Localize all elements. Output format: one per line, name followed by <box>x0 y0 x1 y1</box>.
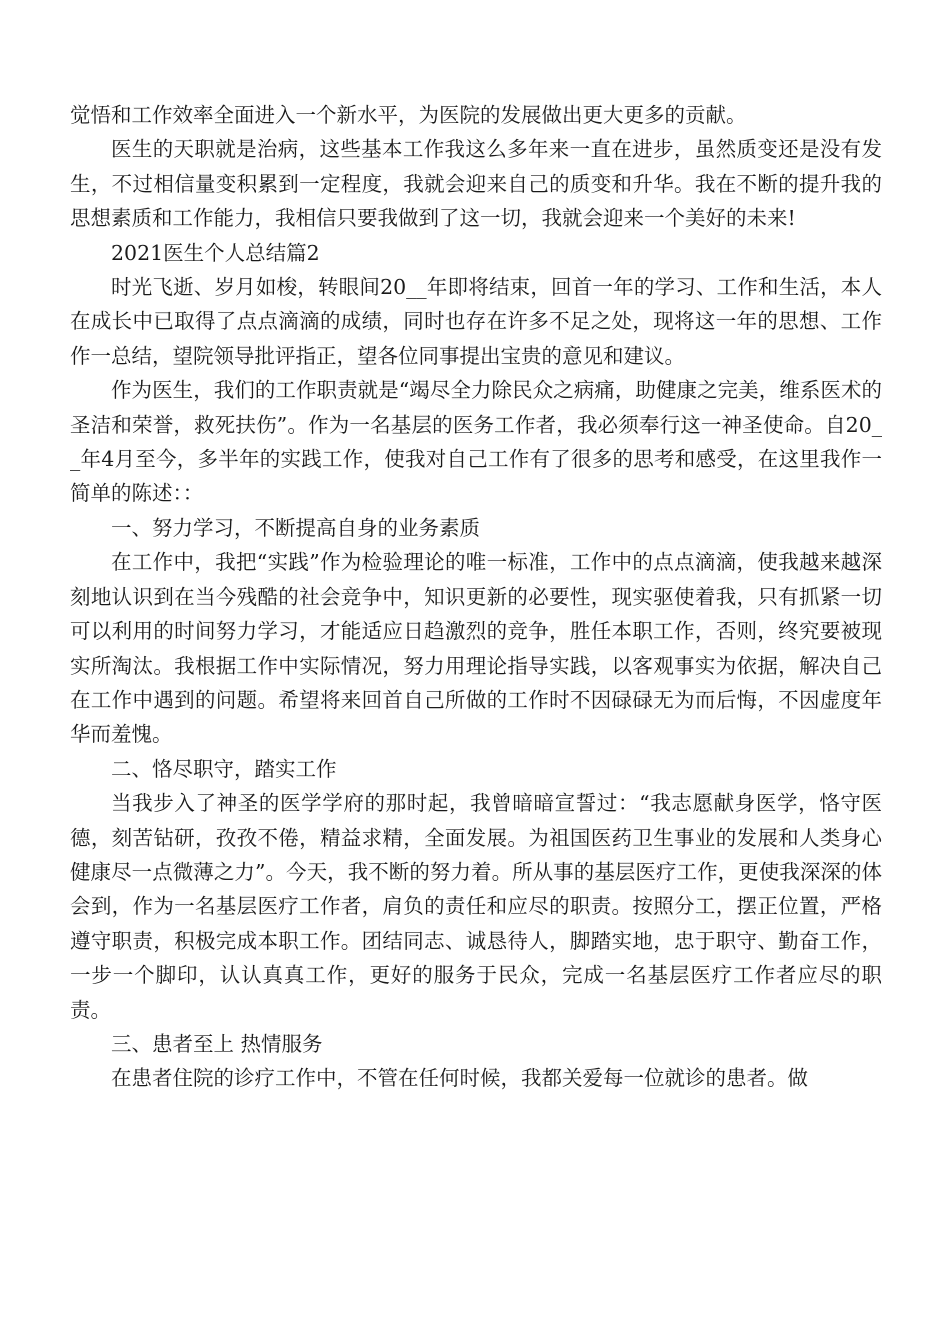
paragraph: 在工作中，我把“实践”作为检验理论的唯一标准，工作中的点点滴滴，使我越来越深刻地认识到在当今残酷的社会竞争中，知识更新的必要性，现实驱使着我，只有抓紧一切可以利用的时间努力学习，才能适应日趋激烈的竞争，胜任本职工作，否则，终究要被现实所淘汰。我根据工作中实际情况，努力用理论指导实践，以客观事实为依据，解决自己在工作中遇到的问题。希望将来回首自己所做的工作时不因碌碌无为而后悔，不因虚度年华而羞愧。 <box>70 550 882 747</box>
paragraph: 在患者住院的诊疗工作中，不管在任何时候，我都关爱每一位就诊的患者。做 <box>111 1066 808 1091</box>
document-body <box>70 98 882 1096</box>
section-heading: 三、患者至上 热情服务 <box>111 1031 323 1056</box>
paragraph: 作为医生，我们的工作职责就是“竭尽全力除民众之病痛，助健康之完美，维系医术的圣洁和荣誉，救死扶伤”。作为一名基层的医务工作者，我必须奉行这一神圣使命。自20__年4月至今，多半年的实践工作，使我对自己工作有了很多的思考和感受，在这里我作一简单的陈述：： <box>70 378 882 506</box>
paragraph: 时光飞逝、岁月如梭，转眼间20__年即将结束，回首一年的学习、工作和生活，本人在成长中已取得了点点滴滴的成绩，同时也存在许多不足之处，现将这一年的思想、工作作一总结，望院领导批评指正，望各位同事提出宝贵的意见和建议。 <box>70 275 882 368</box>
paragraph-continuation: 觉悟和工作效率全面进入一个新水平，为医院的发展做出更大更多的贡献。 <box>70 103 747 127</box>
section-heading: 二、恪尽职守，踏实工作 <box>111 756 337 781</box>
paragraph: 医生的天职就是治病，这些基本工作我这么多年来一直在进步，虽然质变还是没有发生，不过相信量变积累到一定程度，我就会迎来自己的质变和升华。我在不断的提升我的思想素质和工作能力，我相信只要我做到了这一切，我就会迎来一个美好的未来! <box>70 137 882 231</box>
section-heading: 一、努力学习，不断提高自身的业务素质 <box>111 515 480 540</box>
paragraph: 当我步入了神圣的医学学府的那时起，我曾暗暗宣誓过：“我志愿献身医学，恪守医德，刻苦钻研，孜孜不倦，精益求精，全面发展。为祖国医药卫生事业的发展和人类身心健康尽一点微薄之力”。今天，我不断的努力着。所从事的基层医疗工作，更使我深深的体会到，作为一名基层医疗工作者，肩负的责任和应尽的职责。按照分工，摆正位置，严格遵守职责，积极完成本职工作。团结同志、诚恳待人，脚踏实地，忠于职守、勤奋工作，一步一个脚印，认认真真工作，更好的服务于民众，完成一名基层医疗工作者应尽的职责。 <box>70 791 882 1022</box>
section-title: 2021医生个人总结篇2 <box>111 240 320 265</box>
